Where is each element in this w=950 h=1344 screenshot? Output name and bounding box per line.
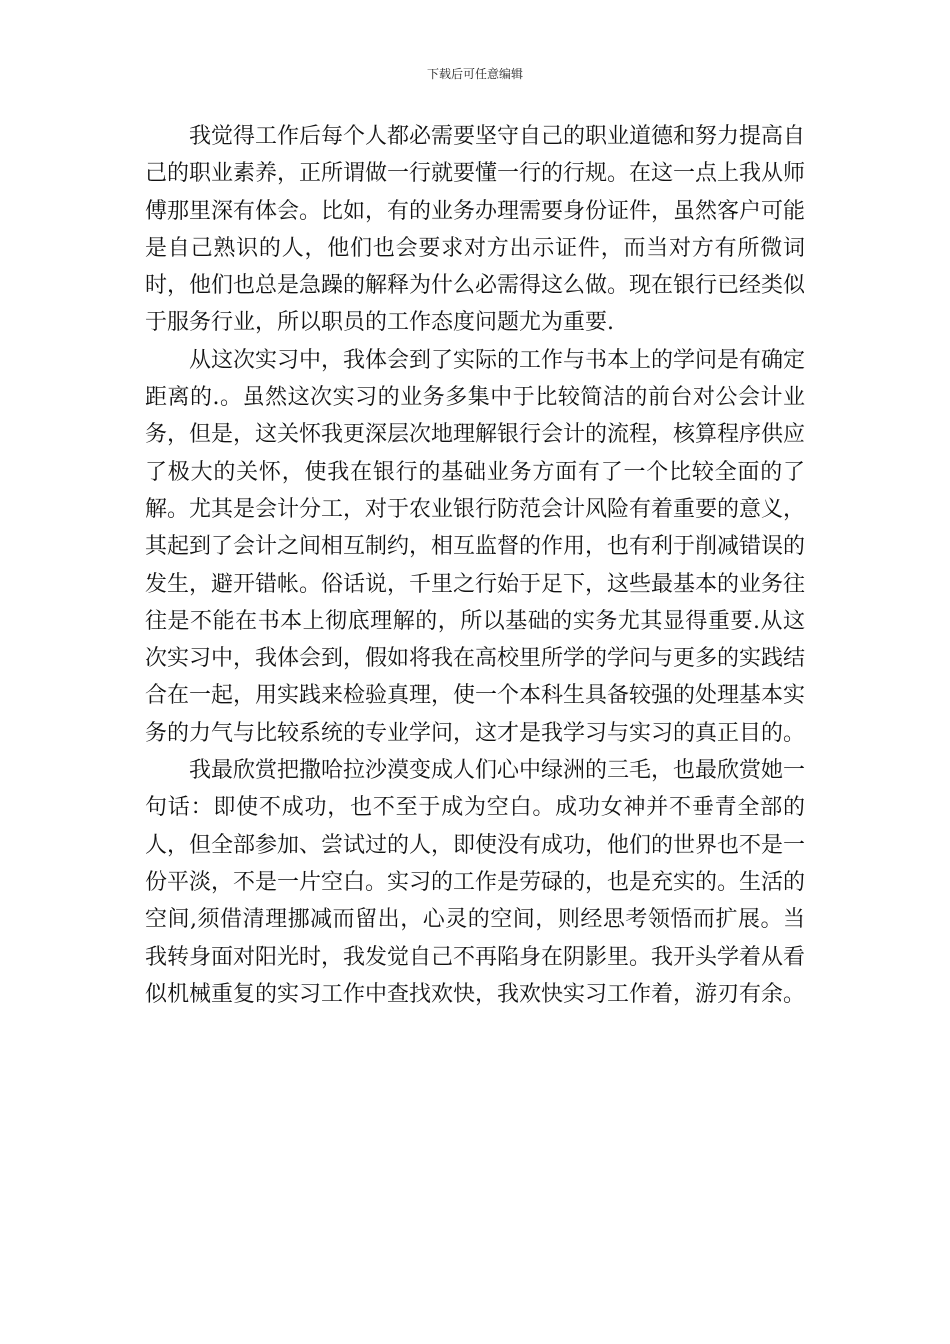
page-header: 下载后可任意编辑 bbox=[426, 67, 523, 81]
paragraph-3: 我最欣赏把撒哈拉沙漠变成人们心中绿洲的三毛，也最欣赏她一句话：即使不成功，也不至于成为空白。成功女神并不垂青全部的人，但全部参加、尝试过的人，即使没有成功，他们的世界也不是一份平淡，不是一片空白。实习的工作是劳碌的，也是充实的。生活的空间,须借清理挪减而留出，心灵的空间，则经思考领悟而扩展。当我转身面对阳光时，我发觉自己不再陷身在阴影里。我开头学着从看似机械重复的实习工作中查找欢快，我欢快实习工作着，游刃有余。 bbox=[145, 758, 806, 1007]
document-body bbox=[145, 118, 805, 1013]
paragraph-1: 我觉得工作后每个人都必需要坚守自己的职业道德和努力提高自己的职业素养，正所谓做一行就要懂一行的行规。在这一点上我从师傅那里深有体会。比如，有的业务办理需要身份证件，虽然客户可能是自己熟识的人，他们也会要求对方出示证件，而当对方有所微词时，他们也总是急躁的解释为什么必需得这么做。现在银行已经类似于服务行业，所以职员的工作态度问题尤为重要. bbox=[145, 124, 806, 336]
paragraph-2: 从这次实习中，我体会到了实际的工作与书本上的学问是有确定距离的.。虽然这次实习的业务多集中于比较简洁的前台对公会计业务，但是，这关怀我更深层次地理解银行会计的流程，核算程序供应了极大的关怀，使我在银行的基础业务方面有了一个比较全面的了解。尤其是会计分工，对于农业银行防范会计风险有着重要的意义，其起到了会计之间相互制约，相互监督的作用，也有利于削减错误的发生，避开错帐。俗话说，千里之行始于足下，这些最基本的业务往往是不能在书本上彻底理解的，所以基础的实务尤其显得重要.从这次实习中，我体会到，假如将我在高校里所学的学问与更多的实践结合在一起，用实践来检验真理，使一个本科生具备较强的处理基本实务的力气与比较系统的专业学问，这才是我学习与实习的真正目的。 bbox=[145, 347, 806, 746]
